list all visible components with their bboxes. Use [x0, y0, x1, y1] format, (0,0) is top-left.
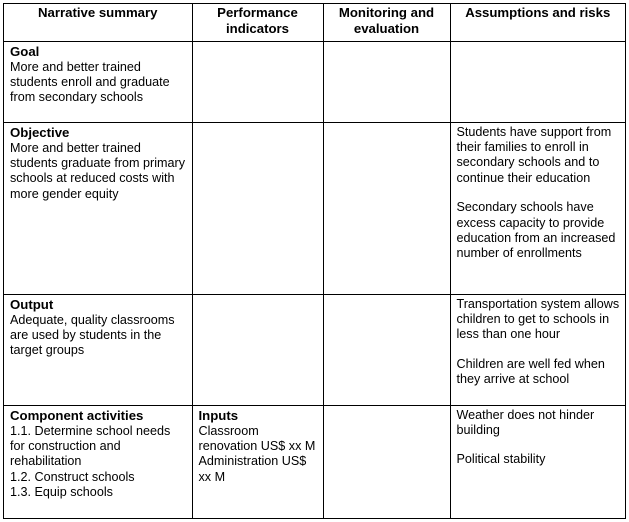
goal-title: Goal: [10, 43, 40, 59]
activities-assumptions-cell: [450, 405, 625, 518]
inputs-title: Inputs: [198, 407, 239, 423]
activities-assumption-1: Weather does not hinder building: [456, 407, 595, 437]
activities-row: [4, 405, 625, 518]
activities-title: Component activities: [10, 407, 144, 423]
logframe-table: [4, 4, 625, 518]
output-assumption-1: Transportation system allows children to get to schools in less than one hour: [456, 296, 620, 342]
input-item-1: Classroom renovation US$ xx M: [198, 423, 316, 453]
output-indicators-cell: [192, 294, 323, 405]
objective-cell: [4, 122, 192, 294]
objective-assumption-1: Students have support from their families to enroll in secondary schools and to continue their education: [456, 124, 612, 185]
activity-item-1: 1.1. Determine school needs for construction and rehabilitation: [10, 423, 171, 469]
logframe-table-frame: [3, 3, 626, 519]
goal-row: [4, 41, 625, 122]
header-assumptions-risks: Assumptions and risks: [450, 4, 625, 41]
header-narrative-summary: Narrative summary: [4, 4, 192, 41]
input-item-2: Administration US$ xx M: [198, 454, 307, 484]
header-row: [4, 4, 625, 41]
header-performance-indicators: Performance indicators: [192, 4, 323, 41]
activity-item-2: 1.2. Construct schools: [10, 469, 135, 484]
objective-indicators-cell: [192, 122, 323, 294]
goal-assumptions-cell: [450, 41, 625, 122]
goal-cell: [4, 41, 192, 122]
header-monitoring-evaluation: Monitoring and evaluation: [323, 4, 450, 41]
objective-assumptions-cell: [450, 122, 625, 294]
output-assumption-2: Children are well fed when they arrive at school: [456, 356, 605, 387]
activities-cell: [4, 405, 192, 518]
objective-row: [4, 122, 625, 294]
output-assumptions-cell: [450, 294, 625, 405]
goal-indicators-cell: [192, 41, 323, 122]
output-row: [4, 294, 625, 405]
activities-monitoring-cell: [323, 405, 450, 518]
activities-assumption-2: Political stability: [456, 452, 546, 467]
output-text: Adequate, quality classrooms are used by students in the target groups: [10, 312, 175, 358]
output-title: Output: [10, 296, 54, 312]
activity-item-3: 1.3. Equip schools: [10, 485, 113, 500]
output-cell: [4, 294, 192, 405]
objective-assumption-2: Secondary schools have excess capacity to provide education from an increased number of enrollments: [456, 200, 616, 261]
objective-monitoring-cell: [323, 122, 450, 294]
goal-monitoring-cell: [323, 41, 450, 122]
objective-title: Objective: [10, 124, 70, 140]
inputs-cell: [192, 405, 323, 518]
goal-text: More and better trained students enroll and graduate from secondary schools: [10, 59, 170, 105]
output-monitoring-cell: [323, 294, 450, 405]
objective-text: More and better trained students graduate from primary schools at reduced costs with more gender equity: [10, 140, 185, 201]
